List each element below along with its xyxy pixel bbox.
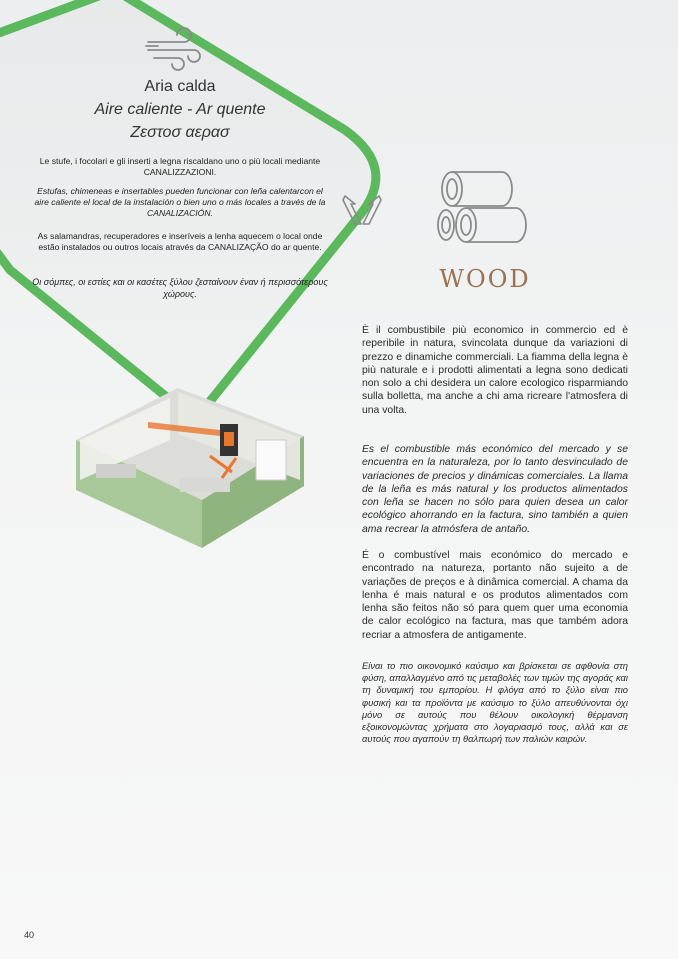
infobox-text-es: Estufas, chimeneas e insertables pueden funcionar con leña calentarcon el aire caliente el local de la instalación o bien uno o más locales a través de la CANALIZACIÓN. [34,186,326,218]
logs-icon [436,168,532,248]
paragraph-pt: É o combustível mais económico do mercado e encontrado na natureza, portanto não sujeito a de variações de preços e à dinâmica comercial. A chama da lenha é mais natural e os produtos alimentados com lenha são feitos não só para quem quer uma economia de calor ecológico na factura, mas que também adora recriar a atmosfera de antigamente. [362,550,628,641]
infobox-text-it: Le stufe, i focolari e gli inserti a legna riscaldano uno o più locali mediante CANALIZZAZIONI. [39,156,321,177]
infobox-title-es-pt: Aire caliente - Ar quente [94,101,266,118]
page-number: 40 [24,930,35,940]
paragraph-gr: Είναι το πιο οικονομικό καύσιμο και βρίσκεται σε αφθονία στη φύση, απαλλαγμένο από τις μεταβολές των τιμών της αγοράς και τη δυναμική του εμπορίου. Η φλόγα από το ξύλο είναι πιο φυσική και τα προϊόντα με καύσιμο το ξύλο απευθύνονται όχι μόνο σε αυτούς που θέλουν οικολογική θέρμανση εξοικονομώντας χρήματα στο λογαριασμό τους, αλλά και σε αυτούς που αγαπούν τη θαλπωρή των παλιών καιρών. [362,660,628,745]
arrows-icon [341,194,383,230]
section-title: WOOD [439,265,531,293]
infobox-title-it: Aria calda [144,78,216,95]
infobox-text-pt: As salamandras, recuperadores e inseríveis a lenha aquecem o local onde estão instalados ou outros locais através da CANALIZAÇÃO do ar quente. [37,231,323,252]
wind-icon [144,26,208,76]
infobox-title-gr: Ζεστοσ αερασ [130,124,230,141]
paragraph-es: Es el combustible más económico del mercado y se encuentra en la naturaleza, por lo tanto desvinculado de variaciones de precios y dinámicas comerciales. La llama de la leña es más natural y los productos alimentados con leña se hacen no sólo para quien desea un calor ecológico ahorrando en la factura, sino también a quien ama recrear la atmósfera de antaño. [362,444,628,535]
paragraph-it: È il combustibile più economico in commercio ed è reperibile in natura, svincolata dunque da variazioni di prezzo e dinamiche commerciali. La fiamma della legna è più naturale e i prodotti alimentati a legna sono dedicati non solo a chi desidera un calore ecologico risparmiando sulla bolletta, ma anche a chi ama ricreare l'atmosfera di una volta. [362,325,628,416]
infobox-text-gr: Οι σόμπες, οι εστίες και οι κασέτες ξύλου ζεσταίνουν έναν ή περισσότερους χώρους. [32,277,328,299]
room-illustration [60,360,320,550]
